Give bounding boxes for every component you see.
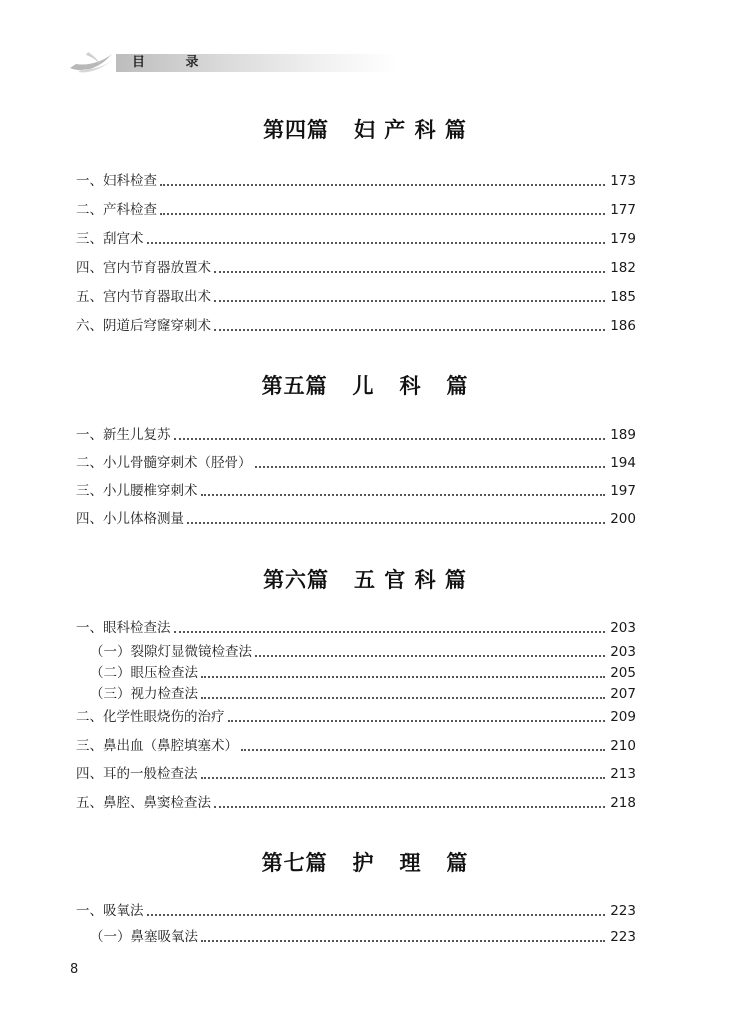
dot-leader (214, 806, 605, 808)
toc-entry-page: 185 (610, 289, 636, 305)
toc-entry-page: 223 (610, 903, 636, 919)
toc-entry-page: 205 (610, 665, 636, 681)
toc-entry-page: 203 (610, 620, 636, 636)
toc-entry-label: 一、妇科检查 (76, 173, 157, 189)
toc-entry-label: 一、吸氧法 (76, 903, 144, 919)
toc-entry-label: （一）鼻塞吸氧法 (90, 929, 198, 945)
toc-entry-label: 一、新生儿复苏 (76, 427, 171, 443)
dot-leader (201, 697, 605, 699)
toc-entry-label: 二、产科检查 (76, 202, 157, 218)
section-title: 第五篇 儿 科 篇 (261, 373, 469, 398)
toc-entry-page: 210 (610, 738, 636, 754)
dot-leader (201, 676, 605, 678)
dot-leader (255, 466, 606, 468)
running-header (68, 46, 398, 76)
toc-entry-page: 223 (610, 929, 636, 945)
toc-entry-page: 177 (610, 202, 636, 218)
toc-entry-page: 209 (610, 709, 636, 725)
toc-entry-page: 207 (610, 686, 636, 702)
dot-leader (214, 271, 605, 273)
toc-entry[interactable] (76, 453, 636, 473)
dot-leader (187, 522, 605, 524)
toc-entry[interactable] (76, 707, 636, 727)
dot-leader (201, 777, 606, 779)
toc-subentry[interactable] (90, 927, 636, 947)
toc-entry-page: 218 (610, 795, 636, 811)
toc-entry-page: 182 (610, 260, 636, 276)
toc-entry-label: 五、鼻腔、鼻窦检查法 (76, 795, 211, 811)
toc-entry-page: 179 (610, 231, 636, 247)
toc-entry-label: 四、小儿体格测量 (76, 511, 184, 527)
toc-entry-label: 四、宫内节育器放置术 (76, 260, 211, 276)
dot-leader (201, 940, 605, 942)
toc-entry[interactable] (76, 316, 636, 336)
dot-leader (255, 655, 605, 657)
toc-entry[interactable] (76, 509, 636, 529)
toc-entry[interactable] (76, 229, 636, 249)
dot-leader (241, 749, 605, 751)
section-title: 第七篇 护 理 篇 (261, 850, 469, 875)
dot-leader (214, 329, 605, 331)
dot-leader (228, 720, 606, 722)
dot-leader (147, 242, 606, 244)
toc-entry-label: 六、阴道后穹窿穿刺术 (76, 318, 211, 334)
section-title: 第四篇 妇 产 科 篇 (263, 117, 467, 142)
toc-entry[interactable] (76, 425, 636, 445)
dot-leader (174, 438, 606, 440)
toc-entry-page: 189 (610, 427, 636, 443)
dot-leader (214, 300, 605, 302)
section-title: 第六篇 五 官 科 篇 (263, 567, 467, 592)
toc-entry-label: （一）裂隙灯显微镜检查法 (90, 644, 252, 660)
toc-subentry[interactable] (90, 663, 636, 683)
toc-entry[interactable] (76, 764, 636, 784)
toc-entry-label: （二）眼压检查法 (90, 665, 198, 681)
page-number: 8 (70, 962, 79, 977)
toc-entry-page: 186 (610, 318, 636, 334)
toc-subentry[interactable] (90, 684, 636, 704)
toc-entry-page: 173 (610, 173, 636, 189)
toc-entry[interactable] (76, 287, 636, 307)
dot-leader (174, 631, 606, 633)
toc-entry-page: 213 (610, 766, 636, 782)
toc-entry-page: 194 (610, 455, 636, 471)
toc-entry-label: 三、刮宫术 (76, 231, 144, 247)
toc-entry[interactable] (76, 171, 636, 191)
leaf-swoosh-icon (68, 46, 120, 76)
toc-entry-label: 四、耳的一般检查法 (76, 766, 198, 782)
toc-entry-page: 200 (610, 511, 636, 527)
toc-entry-label: 五、宫内节育器取出术 (76, 289, 211, 305)
toc-entry[interactable] (76, 736, 636, 756)
toc-entry[interactable] (76, 618, 636, 638)
toc-entry[interactable] (76, 901, 636, 921)
toc-entry-label: 三、鼻出血（鼻腔填塞术） (76, 738, 238, 754)
header-title: 目 录 (132, 55, 217, 70)
toc-entry-label: 二、小儿骨髓穿刺术（胫骨） (76, 455, 252, 471)
dot-leader (147, 914, 606, 916)
dot-leader (201, 494, 606, 496)
dot-leader (160, 184, 605, 186)
toc-entry-page: 197 (610, 483, 636, 499)
toc-entry-label: 一、眼科检查法 (76, 620, 171, 636)
toc-entry[interactable] (76, 258, 636, 278)
toc-subentry[interactable] (90, 642, 636, 662)
toc-entry-page: 203 (610, 644, 636, 660)
toc-entry-label: 三、小儿腰椎穿刺术 (76, 483, 198, 499)
toc-entry[interactable] (76, 793, 636, 813)
toc-entry[interactable] (76, 481, 636, 501)
toc-entry-label: 二、化学性眼烧伤的治疗 (76, 709, 225, 725)
toc-entry[interactable] (76, 200, 636, 220)
dot-leader (160, 213, 605, 215)
toc-entry-label: （三）视力检查法 (90, 686, 198, 702)
